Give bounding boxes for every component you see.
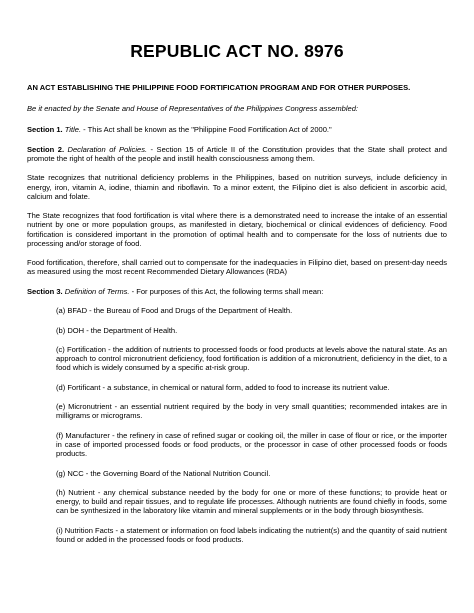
section-1 [27, 125, 447, 134]
act-subtitle: AN ACT ESTABLISHING THE PHILIPPINE FOOD FORTIFICATION PROGRAM AND FOR OTHER PURPOSES. [27, 83, 411, 92]
definition-item: (g) NCC - the Governing Board of the National Nutrition Council. [56, 468, 271, 478]
section-3-text: - For purposes of this Act, the following terms shall mean: [129, 286, 324, 296]
section-1-text: - This Act shall be known as the "Philippine Food Fortification Act of 2000." [81, 125, 332, 135]
section-3-title: Definition of Terms. [64, 286, 130, 296]
section-2-paragraph: The State recognizes that food fortification is vital where there is a demonstrated need to increase the intake of an essential nutrient by one or more population groups, as manifested in dietary, biochemical or clinical evidences of deficiency. Food fortification is considered important in the promotion of optimal health and to compensate for the loss of nutrients due to processing and/or storage of food. [27, 211, 447, 248]
section-2-head: Section 2. [27, 144, 65, 154]
definition-item: (i) Nutrition Facts - a statement or information on food labels indicating the nutrient(s) and the quantity of said nutrient found or added in the processed foods or food products. [56, 525, 447, 544]
enacting-clause: Be it enacted by the Senate and House of Representatives of the Philippines Congress assembled: [27, 104, 359, 114]
section-3 [27, 287, 447, 296]
section-2-paragraph: State recognizes that nutritional deficiency problems in the Philippines, based on nutrition surveys, include deficiency in energy, iron, vitamin A, iodine, thiamin and riboflavin. To a minor extent, the Filipino diet is also deficient in ascorbic acid, calcium and folate. [27, 173, 447, 201]
section-1-head: Section 1. [27, 125, 63, 135]
section-2-paragraph: Food fortification, therefore, shall carried out to compensate for the inadequacies in Filipino diet, based on present-day needs as measured using the most recent Recommended Dietary Allowances (RDA) [27, 258, 447, 277]
section-1-title: Title. [64, 125, 82, 135]
section-3-head: Section 3. [27, 286, 63, 296]
definition-item: (b) DOH - the Department of Health. [56, 325, 178, 335]
document-title: REPUBLIC ACT NO. 8976 [130, 41, 344, 61]
definition-item: (e) Micronutrient - an essential nutrient required by the body in very small quantities; recommended intakes are in milligrams or micrograms. [56, 402, 447, 421]
definition-item: (h) Nutrient - any chemical substance needed by the body for one or more of these functions; to provide heat or energy, to build and repair tissues, and to regulate life processes. Although nutrients are found chiefly in foods, some can be synthesized in the laboratory like vitamin and mineral supplements or in the body through biosynthesis. [56, 487, 447, 516]
section-2 [27, 145, 447, 163]
definition-item: (d) Fortificant - a substance, in chemical or natural form, added to food to increase its nutrient value. [56, 382, 390, 392]
definition-item: (a) BFAD - the Bureau of Food and Drugs of the Department of Health. [56, 306, 293, 316]
section-2-text: - Section 15 of Article II of the Constitution provides that the State shall protect and promote the right of health of the people and instill health consciousness among them. [27, 144, 447, 163]
definition-item: (f) Manufacturer - the refinery in case of refined sugar or cooking oil, the miller in case of flour or rice, or the importer in case of imported processed foods or food products, or the processor in case of other processed foods or foods products. [56, 430, 447, 459]
section-2-title: Declaration of Policies. [67, 144, 148, 154]
definition-item: (c) Fortification - the addition of nutrients to processed foods or food products at levels above the natural state. As an approach to control micronutrient deficiency, food fortification is addition of a micronutrient, deficiency in the diet, to a food which is widely consumed by a specific at-risk group. [56, 344, 447, 373]
